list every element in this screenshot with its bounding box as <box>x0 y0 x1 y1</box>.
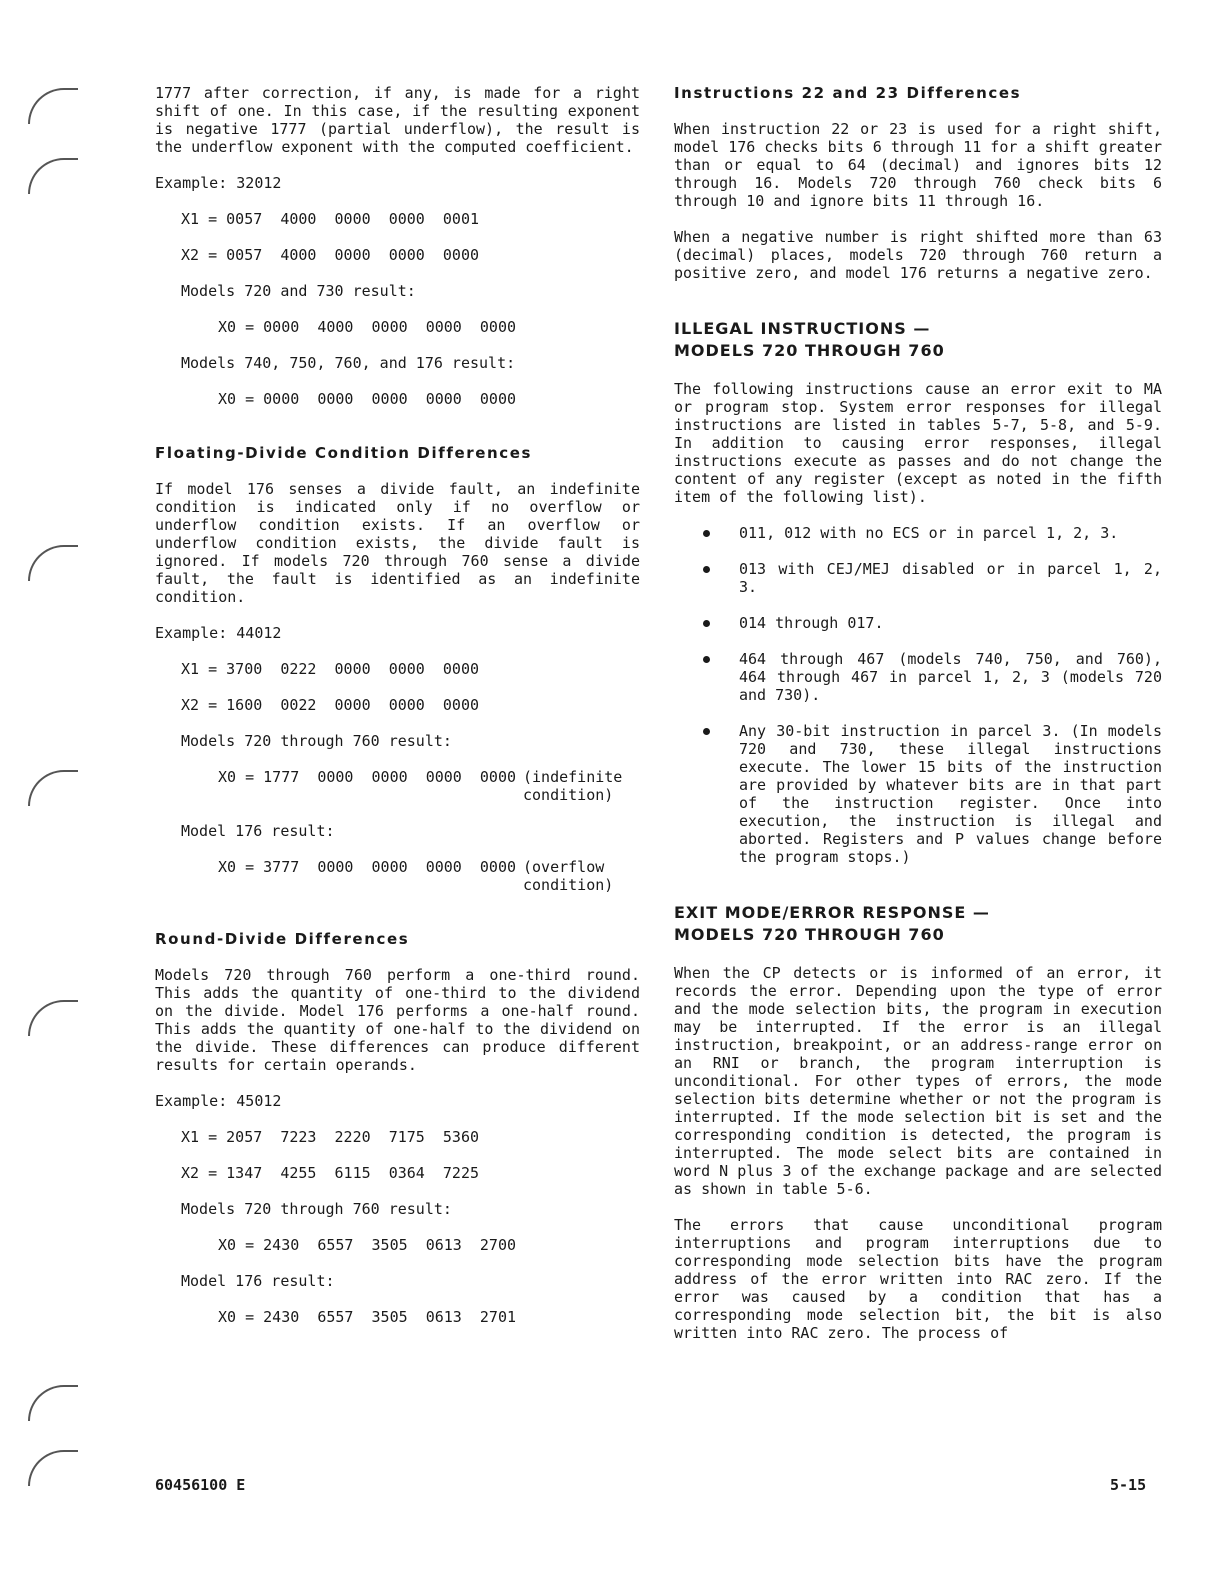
register-x2: X2 = 1600 0022 0000 0000 0000 <box>181 696 480 714</box>
models-label: Models 720 and 730 result: <box>181 282 416 300</box>
instructions-22-23-paragraph: When instruction 22 or 23 is used for a right shift, model 176 checks bits 6 through 11 for a shift greater than or equal to 64 (decimal) and ignores bits 12 through 16. Models 720 through 760 check bits 6 through 10 and ignore bits 11 through 16. <box>674 120 1162 210</box>
example-label: Example: 45012 <box>155 1092 282 1110</box>
binder-hole <box>28 88 78 124</box>
left-column <box>155 84 640 1344</box>
document-number: 60456100 E <box>155 1476 246 1494</box>
right-column <box>674 84 1162 1360</box>
models-label: Model 176 result: <box>181 822 335 840</box>
example-label: Example: 44012 <box>155 624 282 642</box>
list-item: 013 with CEJ/MEJ disabled or in parcel 1, 2, 3. <box>674 560 1162 596</box>
example-44012 <box>155 624 640 894</box>
illegal-instruction-list <box>674 524 1162 866</box>
models-label: Models 720 through 760 result: <box>181 1200 452 1218</box>
exit-mode-paragraph: When the CP detects or is informed of an error, it records the error. Depending upon the type of error and the mode selection bits, the program in execution may be interrupted. If the error is an illegal instruction, breakpoint, or an address-range error on an RNI or branch, the program interruption is unconditional. For other types of errors, the mode selection bits determine whether or not the program is interrupted. If the mode selection bit is set and the corresponding condition is detected, the program is interrupted. The mode select bits are contained in word N plus 3 of the exchange package and are selected as shown in table 5-6. <box>674 964 1162 1198</box>
result-row <box>218 768 640 804</box>
result-row <box>218 858 640 894</box>
result-x0: X0 = 0000 0000 0000 0000 0000 <box>218 390 517 408</box>
binder-hole <box>28 1385 78 1421</box>
list-item: Any 30-bit instruction in parcel 3. (In models 720 and 730, these illegal instructions execute. The lower 15 bits of the instruction are provided by whatever bits are in that part of the instruction register. Once into execution, the instruction is illegal and aborted. Registers and P values change before the program stops.) <box>674 722 1162 866</box>
result-x0: X0 = 0000 4000 0000 0000 0000 <box>218 318 517 336</box>
instructions-22-23-heading: Instructions 22 and 23 Differences <box>674 84 1022 102</box>
error-interruption-paragraph: The errors that cause unconditional program interruptions and program interruptions due to corresponding mode selection bits have the program address of the error written into RAC zero. If the error was caused by a condition that has a corresponding mode selection bit, the bit is also written into RAC zero. The process of <box>674 1216 1162 1342</box>
result-x0: X0 = 2430 6557 3505 0613 2701 <box>218 1308 517 1326</box>
register-x1: X1 = 3700 0222 0000 0000 0000 <box>181 660 480 678</box>
round-divide-paragraph: Models 720 through 760 perform a one-third round. This adds the quantity of one-third to the dividend on the divide. Model 176 performs a one-half round. This adds the quantity of one-half to the dividend on the divide. These differences can produce different results for certain operands. <box>155 966 640 1074</box>
result-x0: X0 = 1777 0000 0000 0000 0000 <box>218 768 517 786</box>
register-x2: X2 = 0057 4000 0000 0000 0000 <box>181 246 480 264</box>
binder-hole <box>28 545 78 581</box>
example-45012 <box>155 1092 640 1326</box>
floating-divide-paragraph: If model 176 senses a divide fault, an indefinite condition is indicated only if no overflow or underflow condition exists. If an overflow or underflow condition exists, the divide fault is ignored. If models 720 through 760 sense a divide fault, the fault is identified as an indefinite condition. <box>155 480 640 606</box>
models-label: Models 740, 750, 760, and 176 result: <box>181 354 516 372</box>
example-32012 <box>155 174 640 408</box>
list-item: 014 through 017. <box>674 614 1162 632</box>
list-item: 464 through 467 (models 740, 750, and 760), 464 through 467 in parcel 1, 2, 3 (models 720 and 730). <box>674 650 1162 704</box>
models-label: Model 176 result: <box>181 1272 335 1290</box>
binder-hole <box>28 770 78 806</box>
example-label: Example: 32012 <box>155 174 282 192</box>
floating-divide-heading: Floating-Divide Condition Differences <box>155 444 533 462</box>
register-x1: X1 = 2057 7223 2220 7175 5360 <box>181 1128 480 1146</box>
result-note: (overflow condition) <box>523 858 614 894</box>
round-divide-heading: Round-Divide Differences <box>155 930 410 948</box>
register-x1: X1 = 0057 4000 0000 0000 0001 <box>181 210 480 228</box>
negative-shift-paragraph: When a negative number is right shifted more than 63 (decimal) places, models 720 through 760 return a positive zero, and model 176 returns a negative zero. <box>674 228 1162 282</box>
register-x2: X2 = 1347 4255 6115 0364 7225 <box>181 1164 480 1182</box>
list-item: 011, 012 with no ECS or in parcel 1, 2, 3. <box>674 524 1162 542</box>
binder-hole <box>28 158 78 194</box>
result-x0: X0 = 3777 0000 0000 0000 0000 <box>218 858 517 876</box>
illegal-instructions-heading: ILLEGAL INSTRUCTIONS — MODELS 720 THROUGH 760 <box>674 319 945 360</box>
illegal-instructions-paragraph: The following instructions cause an error exit to MA or program stop. System error responses for illegal instructions are listed in tables 5-7, 5-8, and 5-9. In addition to causing error responses, illegal instructions execute as passes and do not change the content of any register (except as noted in the fifth item of the following list). <box>674 380 1162 506</box>
binder-hole <box>28 1000 78 1036</box>
binder-hole <box>28 1450 78 1486</box>
models-label: Models 720 through 760 result: <box>181 732 452 750</box>
result-x0: X0 = 2430 6557 3505 0613 2700 <box>218 1236 517 1254</box>
exit-mode-heading: EXIT MODE/ERROR RESPONSE — MODELS 720 THROUGH 760 <box>674 903 990 944</box>
page-number: 5-15 <box>1110 1476 1147 1494</box>
result-note: (indefinite condition) <box>523 768 623 804</box>
intro-paragraph: 1777 after correction, if any, is made for a right shift of one. In this case, if the resulting exponent is negative 1777 (partial underflow), the result is the underflow exponent with the computed coefficient. <box>155 84 640 156</box>
